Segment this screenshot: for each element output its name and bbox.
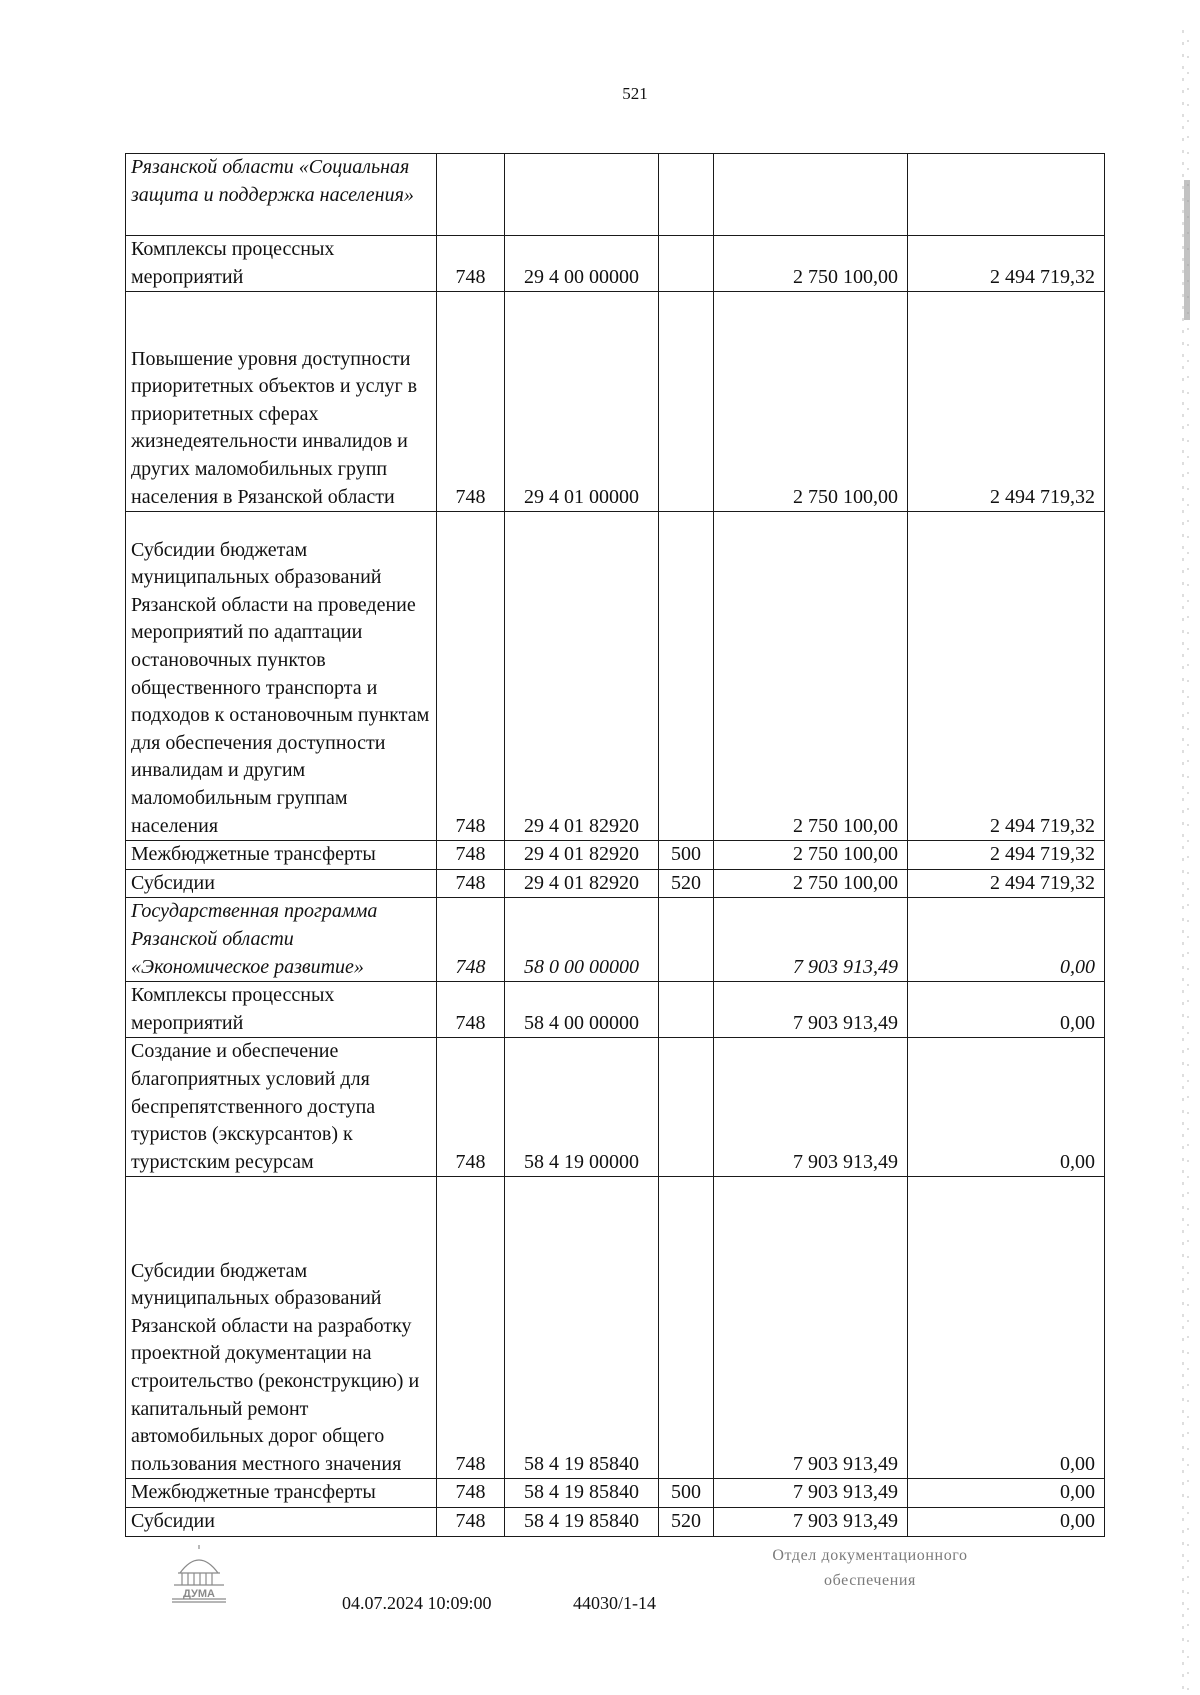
row-csr-code: 58 4 19 00000 <box>505 1038 659 1177</box>
row-csr-code: 58 4 19 85840 <box>505 1177 659 1479</box>
table-row <box>126 512 1105 841</box>
row-vr-code <box>659 236 714 292</box>
row-csr-code: 29 4 01 82920 <box>505 512 659 841</box>
row-sum-plan: 2 750 100,00 <box>714 841 908 870</box>
scan-edge-artifact <box>1180 30 1192 1690</box>
stamp-line-1: Отдел документационного <box>772 1547 968 1564</box>
row-gr-code: 748 <box>437 512 505 841</box>
row-sum-plan: 7 903 913,49 <box>714 1507 908 1536</box>
row-sum-plan: 7 903 913,49 <box>714 898 908 982</box>
row-gr-code <box>437 154 505 236</box>
document-datetime: 04.07.2024 10:09:00 <box>342 1593 492 1613</box>
row-vr-code: 520 <box>659 869 714 898</box>
table-row <box>126 1177 1105 1479</box>
row-name: Рязанской области «Социальная защита и поддержка населения» <box>126 154 437 236</box>
table-row <box>126 154 1105 236</box>
row-vr-code: 500 <box>659 1479 714 1508</box>
row-vr-code: 500 <box>659 841 714 870</box>
logo-text: ДУМА <box>183 1588 215 1600</box>
row-sum-fact: 0,00 <box>908 1507 1105 1536</box>
row-sum-fact: 2 494 719,32 <box>908 841 1105 870</box>
row-name: Субсидии <box>126 1507 437 1536</box>
row-name: Создание и обеспечение благоприятных условий для беспрепятственного доступа туристов (экскурсантов) к туристским ресурсам <box>126 1038 437 1177</box>
row-sum-plan: 7 903 913,49 <box>714 1479 908 1508</box>
row-gr-code: 748 <box>437 1177 505 1479</box>
row-name: Межбюджетные трансферты <box>126 841 437 870</box>
row-csr-code: 29 4 01 82920 <box>505 841 659 870</box>
row-vr-code <box>659 292 714 512</box>
row-name: Межбюджетные трансферты <box>126 1479 437 1508</box>
row-sum-fact: 0,00 <box>908 982 1105 1038</box>
row-vr-code <box>659 1038 714 1177</box>
budget-table <box>125 153 1105 1537</box>
row-vr-code: 520 <box>659 1507 714 1536</box>
row-sum-plan: 7 903 913,49 <box>714 1038 908 1177</box>
row-vr-code <box>659 898 714 982</box>
row-name: Субсидии бюджетам муниципальных образований Рязанской области на проведение мероприятий по адаптации остановочных пунктов общественного транспорта и подходов к остановочным пунктам для обеспечения доступности инвалидам и другим маломобильным группам населения <box>126 512 437 841</box>
row-name: Повышение уровня доступности приоритетных объектов и услуг в приоритетных сферах жизнедеятельности инвалидов и других маломобильных групп населения в Рязанской области <box>126 292 437 512</box>
table-row <box>126 1507 1105 1536</box>
row-vr-code <box>659 1177 714 1479</box>
row-vr-code <box>659 982 714 1038</box>
row-gr-code: 748 <box>437 1479 505 1508</box>
row-csr-code: 58 4 19 85840 <box>505 1479 659 1508</box>
row-sum-plan: 7 903 913,49 <box>714 1177 908 1479</box>
duma-logo <box>166 1543 232 1603</box>
table-row <box>126 1038 1105 1177</box>
row-csr-code: 58 4 19 85840 <box>505 1507 659 1536</box>
row-gr-code: 748 <box>437 236 505 292</box>
page-number: 521 <box>622 84 648 103</box>
row-sum-plan: 2 750 100,00 <box>714 292 908 512</box>
department-stamp <box>722 1543 1018 1593</box>
row-csr-code: 29 4 00 00000 <box>505 236 659 292</box>
row-csr-code: 29 4 01 82920 <box>505 869 659 898</box>
row-vr-code <box>659 154 714 236</box>
row-sum-fact: 0,00 <box>908 1177 1105 1479</box>
row-sum-fact: 2 494 719,32 <box>908 236 1105 292</box>
row-sum-fact: 2 494 719,32 <box>908 512 1105 841</box>
row-gr-code: 748 <box>437 292 505 512</box>
stamp-line-2: обеспечения <box>823 1572 917 1589</box>
table-row <box>126 898 1105 982</box>
table-row <box>126 869 1105 898</box>
row-gr-code: 748 <box>437 841 505 870</box>
row-csr-code: 29 4 01 00000 <box>505 292 659 512</box>
row-name: Комплексы процессных мероприятий <box>126 236 437 292</box>
table-row <box>126 292 1105 512</box>
row-name: Субсидии <box>126 869 437 898</box>
row-sum-plan: 2 750 100,00 <box>714 512 908 841</box>
row-csr-code: 58 0 00 00000 <box>505 898 659 982</box>
row-name: Комплексы процессных мероприятий <box>126 982 437 1038</box>
row-sum-plan: 2 750 100,00 <box>714 869 908 898</box>
row-sum-fact: 0,00 <box>908 1479 1105 1508</box>
row-sum-fact: 0,00 <box>908 898 1105 982</box>
row-vr-code <box>659 512 714 841</box>
table-row <box>126 1479 1105 1508</box>
document-number: 44030/1-14 <box>573 1593 656 1613</box>
row-gr-code: 748 <box>437 898 505 982</box>
row-name: Государственная программа Рязанской области «Экономическое развитие» <box>126 898 437 982</box>
row-sum-fact: 0,00 <box>908 1038 1105 1177</box>
table-row <box>126 236 1105 292</box>
row-csr-code <box>505 154 659 236</box>
row-sum-plan: 2 750 100,00 <box>714 236 908 292</box>
row-csr-code: 58 4 00 00000 <box>505 982 659 1038</box>
row-sum-fact: 2 494 719,32 <box>908 869 1105 898</box>
table-row <box>126 841 1105 870</box>
row-sum-fact <box>908 154 1105 236</box>
row-gr-code: 748 <box>437 1038 505 1177</box>
row-sum-plan <box>714 154 908 236</box>
table-row <box>126 982 1105 1038</box>
row-name: Субсидии бюджетам муниципальных образований Рязанской области на разработку проектной документации на строительство (реконструкцию) и капитальный ремонт автомобильных дорог общего пользования местного значения <box>126 1177 437 1479</box>
row-gr-code: 748 <box>437 982 505 1038</box>
row-gr-code: 748 <box>437 869 505 898</box>
row-sum-fact: 2 494 719,32 <box>908 292 1105 512</box>
row-gr-code: 748 <box>437 1507 505 1536</box>
row-sum-plan: 7 903 913,49 <box>714 982 908 1038</box>
